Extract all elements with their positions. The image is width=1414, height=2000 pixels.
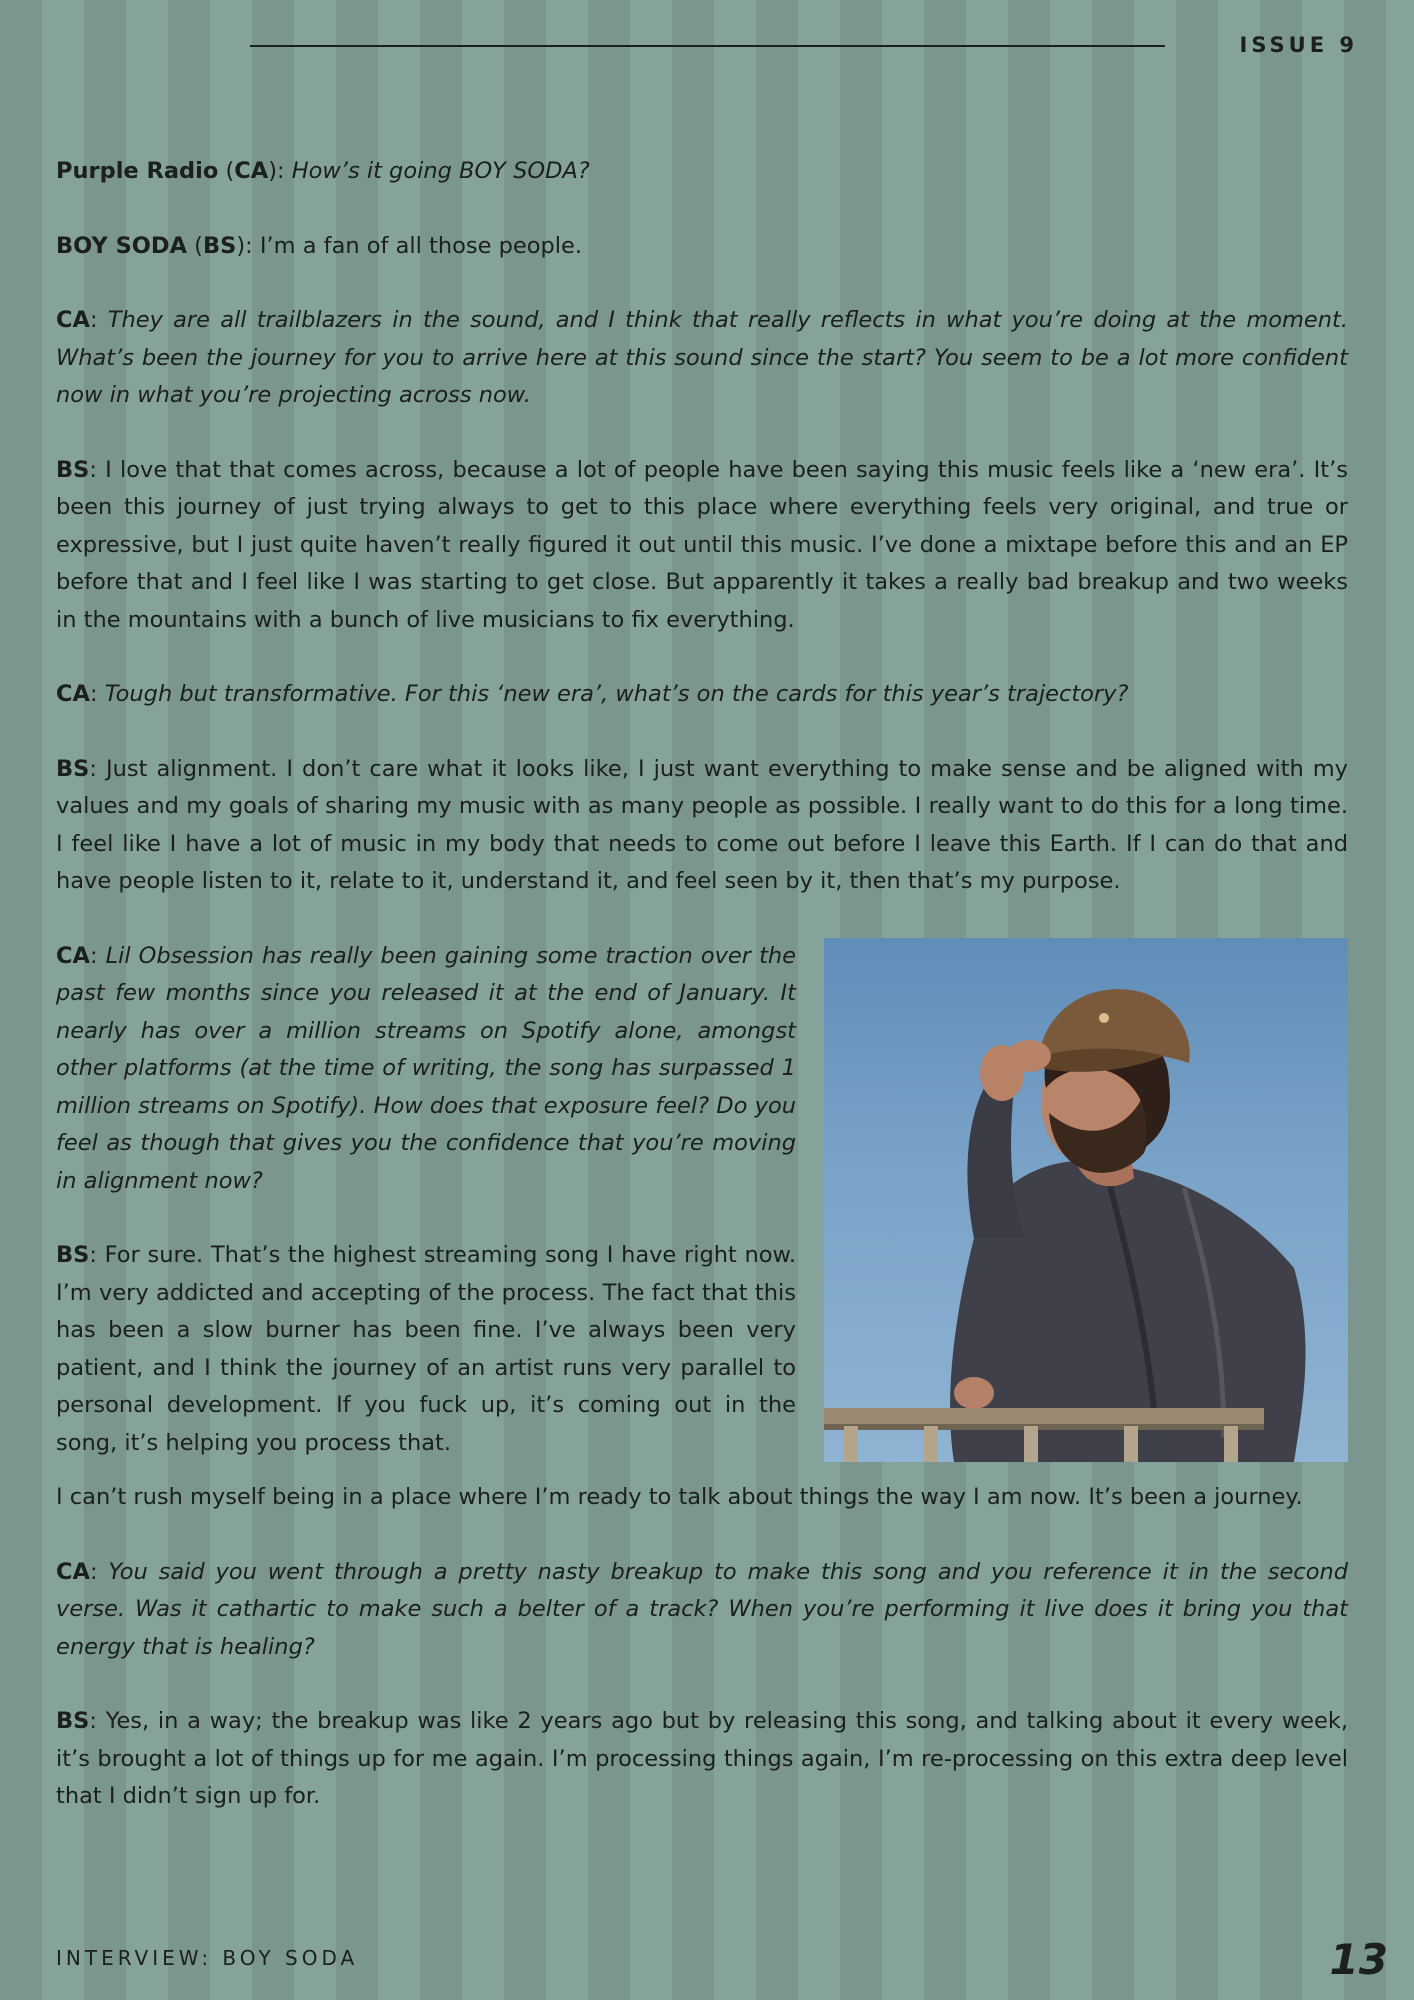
footer-section-title: INTERVIEW: BOY SODA	[56, 1946, 359, 1970]
speaker-initials: BS	[202, 232, 237, 259]
speaker-initials: BS	[56, 755, 90, 782]
speaker-name: BOY SODA	[56, 232, 188, 259]
speaker-initials: CA	[56, 307, 90, 333]
speaker-initials: CA	[56, 942, 90, 969]
speaker-initials: CA	[56, 681, 90, 707]
speaker-initials: BS	[56, 456, 90, 483]
header-rule	[250, 45, 1165, 47]
question-1: Purple Radio (CA): How’s it going BOY SODA?	[56, 158, 590, 184]
speaker-initials: BS	[56, 1242, 90, 1268]
answer-text: Yes, in a way; the breakup was like 2 years ago but by releasing this song, and talking about it every week, it’s brought a lot of things up for me again. I’m processing things again, I’m re-processing on this extra deep level that I didn’t sign up for.	[56, 1708, 1348, 1809]
question-2: CA: They are all trailblazers in the sound, and I think that really reflects in what you’re doing at the moment. What’s been the journey for you to arrive here at this sound since the start? You seem to be a lot more confident now in what you’re projecting across now.	[56, 307, 1348, 408]
answer-1: BOY SODA (BS): I’m a fan of all those people.	[56, 232, 583, 259]
question-text: You said you went through a pretty nasty breakup to make this song and you reference it in the second verse. Was it cathartic to make such a belter of a track? When you’re performing it live does it bring you that energy that is healing?	[56, 1558, 1349, 1660]
answer-text: For sure. That’s the highest streaming song I have right now. I’m very addicted and accepting of the process. The fact that this has been a slow burner has been fine. I’ve always been very patient, and I think the journey of an artist runs very parallel to personal development. If you fuck up, it’s coming out in the song, it’s helping you process that.	[56, 1242, 797, 1456]
question-text: How’s it going BOY SODA?	[291, 158, 590, 184]
answer-2: BS: I love that that comes across, because a lot of people have been saying this music feels like a ‘new era’. It’s been this journey of just trying always to get to this place where everything feels very original, and true or expressive, but I just quite haven’t really figured it out until this music. I’ve done a mixtape before this and an EP before that and I feel like I was starting to get close. But apparently it takes a really bad breakup and two weeks in the mountains with a bunch of live musicians to fix everything.	[56, 456, 1348, 633]
answer-3: BS: Just alignment. I don’t care what it looks like, I just want everything to make sense and be aligned with my values and my goals of sharing my music with as many people as possible. I really want to do this for a long time. I feel like I have a lot of music in my body that needs to come out before I leave this Earth. If I can do that and have people listen to it, relate to it, understand it, and feel seen by it, then that’s my purpose.	[56, 755, 1348, 894]
question-text: They are all trailblazers in the sound, and I think that really reflects in what you’re doing at the moment. What’s been the journey for you to arrive here at this sound since the start? You seem to be a lot more confident now in what you’re projecting across now.	[56, 307, 1348, 408]
speaker-initials: CA	[56, 1558, 90, 1585]
answer-text: I’m a fan of all those people.	[259, 232, 583, 259]
question-text: Tough but transformative. For this ‘new era’, what’s on the cards for this year’s trajectory?	[104, 681, 1129, 707]
page-number: 13	[1329, 1935, 1388, 1984]
question-text: Lil Obsession has really been gaining some traction over the past few months since you released it at the end of January. It nearly has over a million streams on Spotify alone, amongst other platforms (at the time of writing, the song has surpassed 1 million streams on Spotify). How does that exposure feel? Do you feel as though that gives you the confidence that you’re moving in alignment now?	[56, 942, 796, 1194]
artist-photo	[824, 938, 1348, 1462]
speaker-name: Purple Radio	[56, 158, 219, 184]
answer-text: Just alignment. I don’t care what it looks like, I just want everything to make sense and be aligned with my values and my goals of sharing my music with as many people as possible. I really want to do this for a long time. I feel like I have a lot of music in my body that needs to come out before I leave this Earth. If I can do that and have people listen to it, relate to it, understand it, and feel seen by it, then that’s my purpose.	[56, 755, 1348, 894]
article-body	[56, 153, 1348, 1853]
issue-label: ISSUE 9	[1239, 33, 1358, 57]
speaker-initials: BS	[56, 1708, 90, 1734]
answer-text: I love that that comes across, because a lot of people have been saying this music feels like a ‘new era’. It’s been this journey of just trying always to get to this place where everything feels very original, and true or expressive, but I just quite haven’t really figured it out until this music. I’ve done a mixtape before this and an EP before that and I feel like I was starting to get close. But apparently it takes a really bad breakup and two weeks in the mountains with a bunch of live musicians to fix everything.	[56, 456, 1348, 633]
question-5: CA: You said you went through a pretty nasty breakup to make this song and you reference it in the second verse. Was it cathartic to make such a belter of a track? When you’re performing it live does it bring you that energy that is healing?	[56, 1558, 1349, 1660]
answer-5: BS: Yes, in a way; the breakup was like 2 years ago but by releasing this song, and talking about it every week, it’s brought a lot of things up for me again. I’m processing things again, I’m re-processing on this extra deep level that I didn’t sign up for.	[56, 1708, 1348, 1809]
speaker-initials: CA	[234, 158, 269, 184]
question-3: CA: Tough but transformative. For this ‘new era’, what’s on the cards for this year’s trajectory?	[56, 681, 1129, 707]
answer-4: BS: For sure. That’s the highest streaming song I have right now. I’m very addicted and accepting of the process. The fact that this has been a slow burner has been fine. I’ve always been very patient, and I think the journey of an artist runs very parallel to personal development. If you fuck up, it’s coming out in the song, it’s helping you process that.	[56, 1242, 797, 1456]
question-4: CA: Lil Obsession has really been gaining some traction over the past few months since you released it at the end of January. It nearly has over a million streams on Spotify alone, amongst other platforms (at the time of writing, the song has surpassed 1 million streams on Spotify). How does that exposure feel? Do you feel as though that gives you the confidence that you’re moving in alignment now?	[56, 942, 796, 1194]
answer-4-continued: I can’t rush myself being in a place where I’m ready to talk about things the way I am now. It’s been a journey.	[56, 1484, 1303, 1510]
artist-photo-illustration	[824, 938, 1348, 1462]
